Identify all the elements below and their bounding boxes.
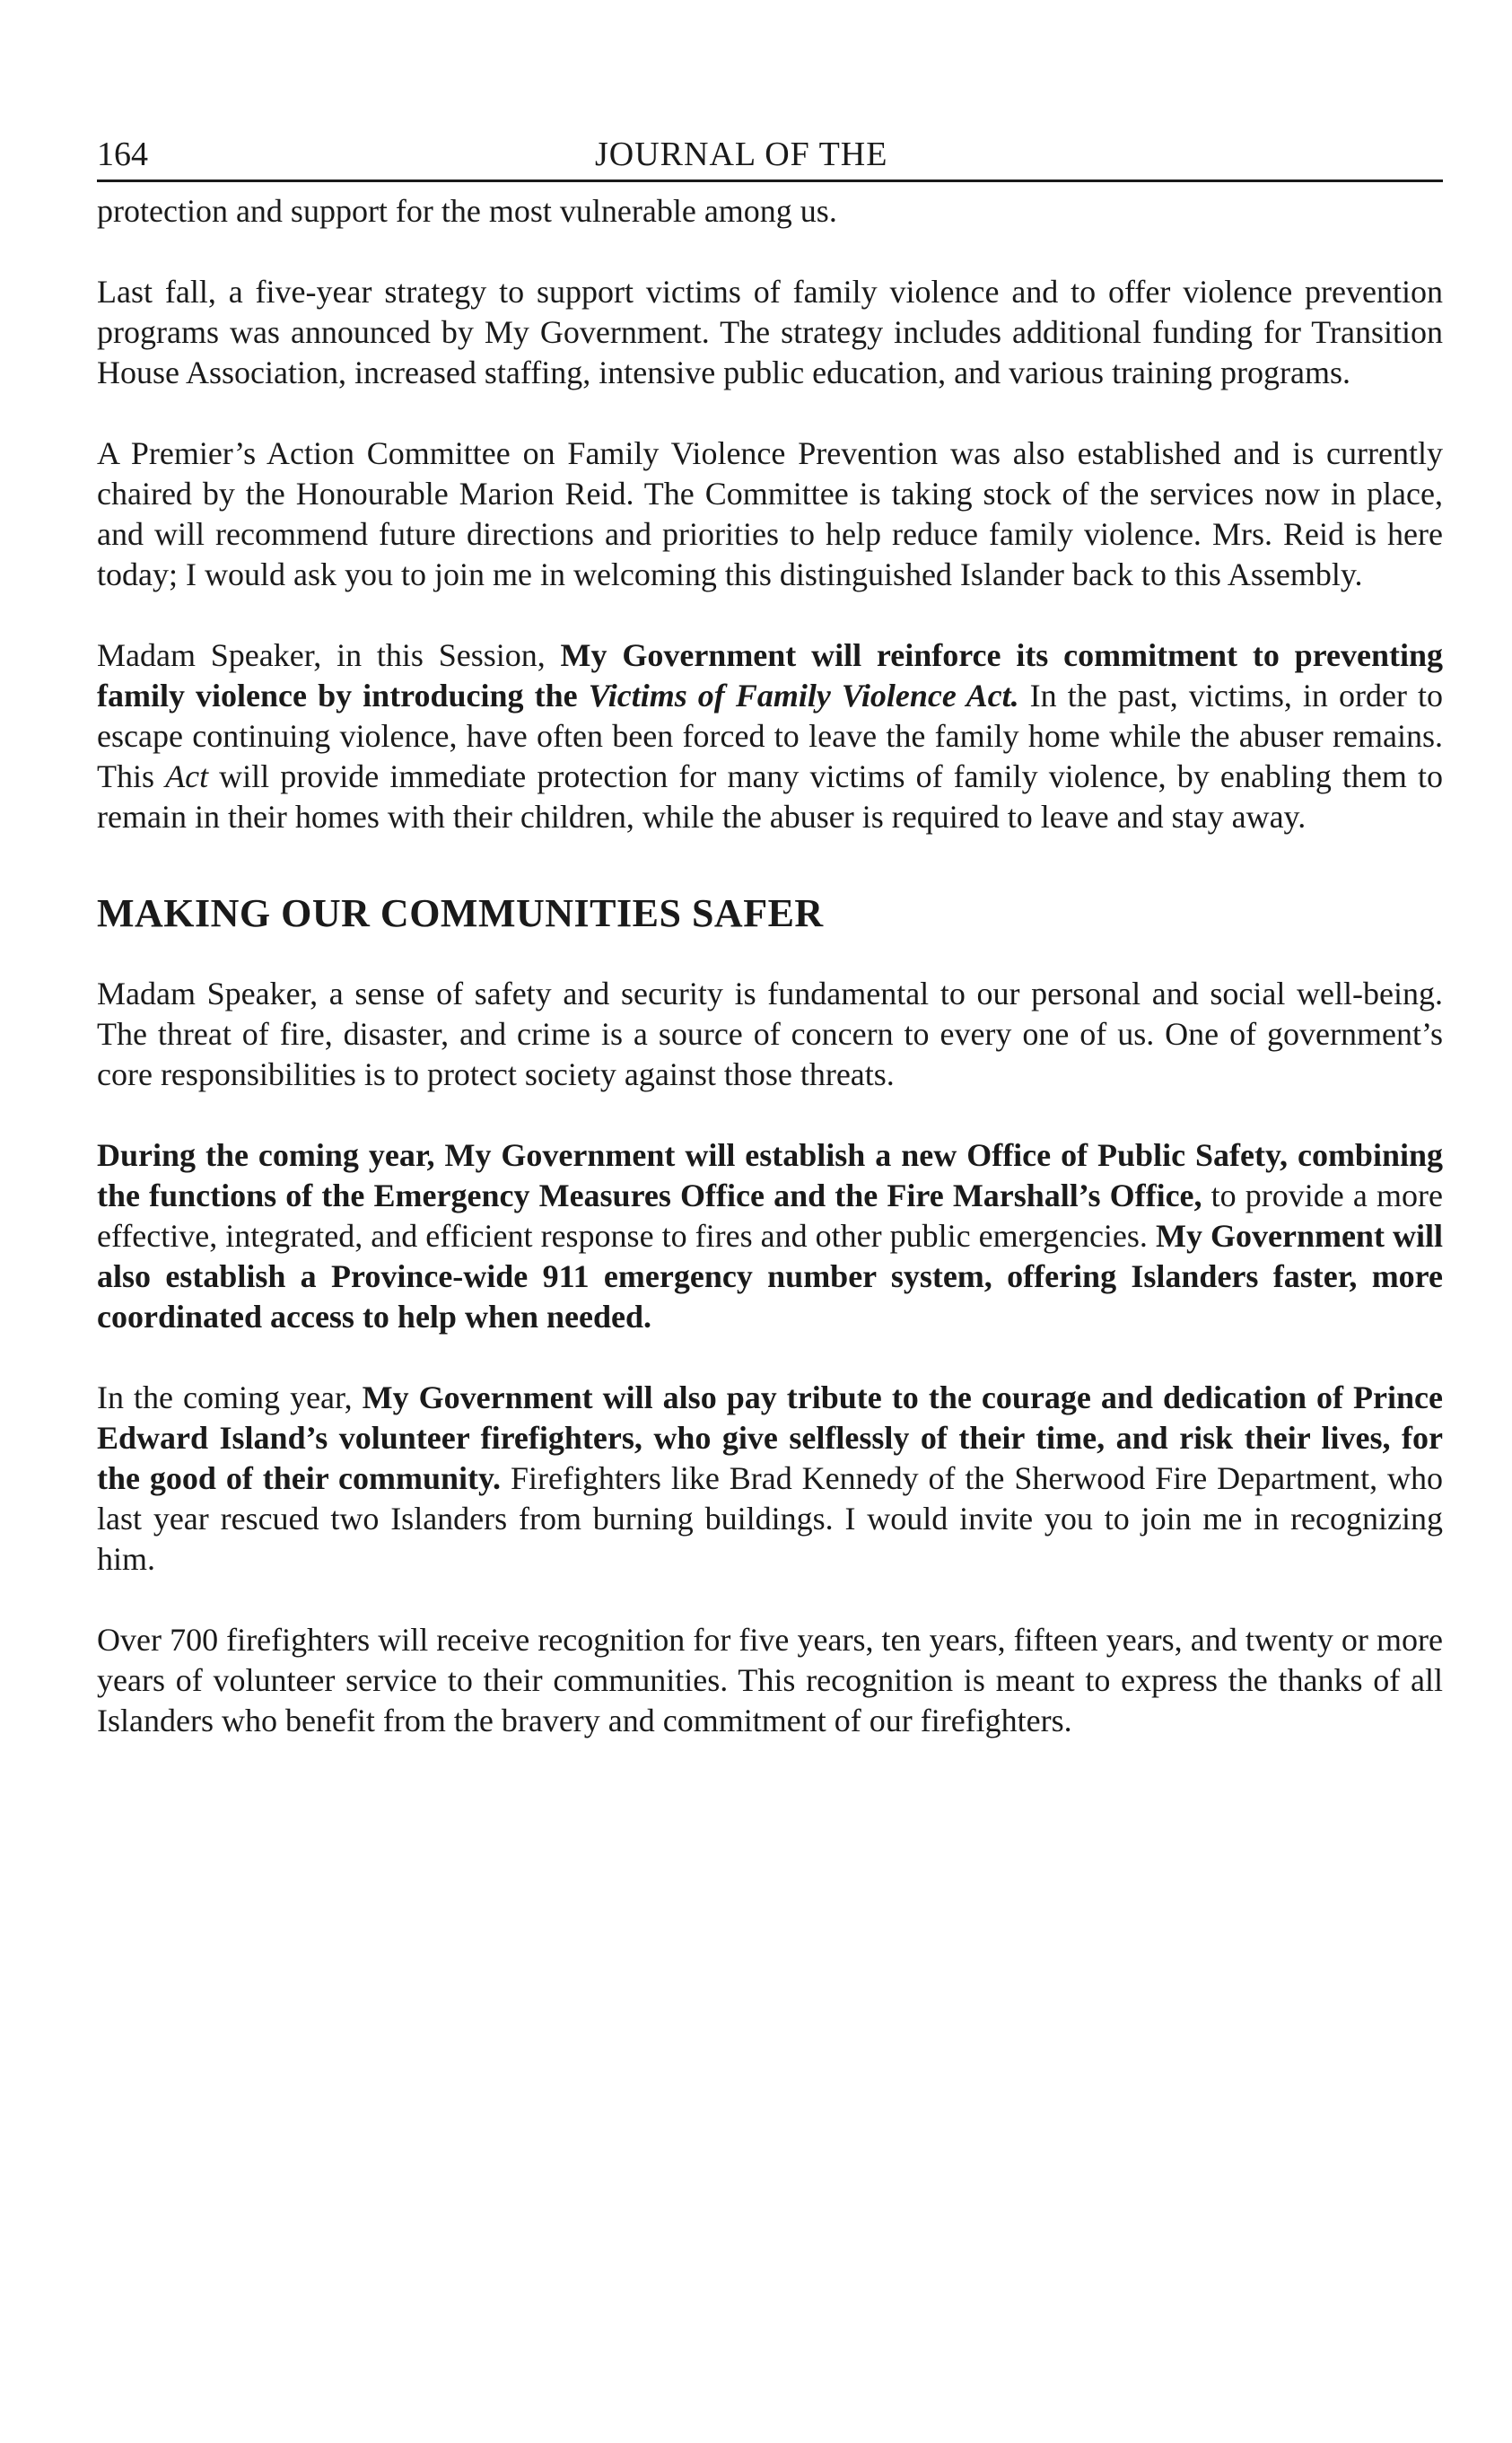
running-title: JOURNAL OF THE: [595, 136, 888, 173]
document-page: [97, 135, 1443, 1782]
paragraph: [97, 635, 1443, 837]
bold-text: During the coming year, My Government will establish a new Office of Public Safety, combining the functions of the Emergency Measures Office and the Fire Marshall’s Office,: [97, 1137, 1443, 1213]
text-run: In the coming year,: [97, 1379, 363, 1415]
page-header: [97, 135, 1443, 182]
text-run: will provide immediate protection for many victims of family violence, by enabling them to remain in their homes with their children, while the abuser is required to leave and stay away.: [97, 758, 1443, 835]
text-run: Firefighters like Brad Kennedy of the Sherwood Fire Department, who last year rescued two Islanders from burning buildings. I would invite you to join me in recognizing him.: [97, 1460, 1443, 1577]
act-title: Victims of Family Violence Act.: [588, 678, 1019, 714]
bold-text: My Government will reinforce its commitment to preventing family violence by introducing the: [97, 637, 1443, 714]
bold-text: My Government will also establish a Province-wide 911 emergency number system, offering Islanders faster, more coordinated access to help when needed.: [97, 1218, 1443, 1335]
text-run: In the past, victims, in order to escape continuing violence, have often been forced to leave the family home while the abuser remains. This: [97, 678, 1443, 794]
page-number: 164: [97, 136, 148, 173]
paragraph: Last fall, a five-year strategy to support victims of family violence and to offer violence prevention programs was announced by My Government. The strategy includes additional funding for Transition House Association, increased staffing, intensive public education, and various training programs.: [97, 274, 1443, 390]
paragraph: protection and support for the most vulnerable among us.: [97, 193, 837, 229]
bold-text: My Government will also pay tribute to the courage and dedication of Prince Edward Island’s volunteer firefighters, who give selflessly of their time, and risk their lives, for the good of their community.: [97, 1379, 1443, 1496]
paragraph: A Premier’s Action Committee on Family Violence Prevention was also established and is currently chaired by the Honourable Marion Reid. The Committee is taking stock of the services now in place, and will recommend future directions and priorities to help reduce family violence. Mrs. Reid is here today; I would ask you to join me in welcoming this distinguished Islander back to this Assembly.: [97, 435, 1443, 592]
document-body: [97, 191, 1443, 1741]
paragraph: Madam Speaker, a sense of safety and security is fundamental to our personal and social well-being. The threat of fire, disaster, and crime is a source of concern to every one of us. One of government’s core responsibilities is to protect society against those threats.: [97, 976, 1443, 1092]
paragraph: [97, 1135, 1443, 1337]
text-run: to provide a more effective, integrated, and efficient response to fires and other public emergencies.: [97, 1178, 1443, 1254]
paragraph: Over 700 firefighters will receive recognition for five years, ten years, fifteen years, and twenty or more years of volunteer service to their communities. This recognition is meant to express the thanks of all Islanders who benefit from the bravery and commitment of our firefighters.: [97, 1622, 1443, 1738]
section-heading: MAKING OUR COMMUNITIES SAFER: [97, 891, 824, 935]
paragraph: [97, 1378, 1443, 1580]
italic-text: Act: [165, 758, 209, 794]
text-run: Madam Speaker, in this Session,: [97, 637, 561, 673]
